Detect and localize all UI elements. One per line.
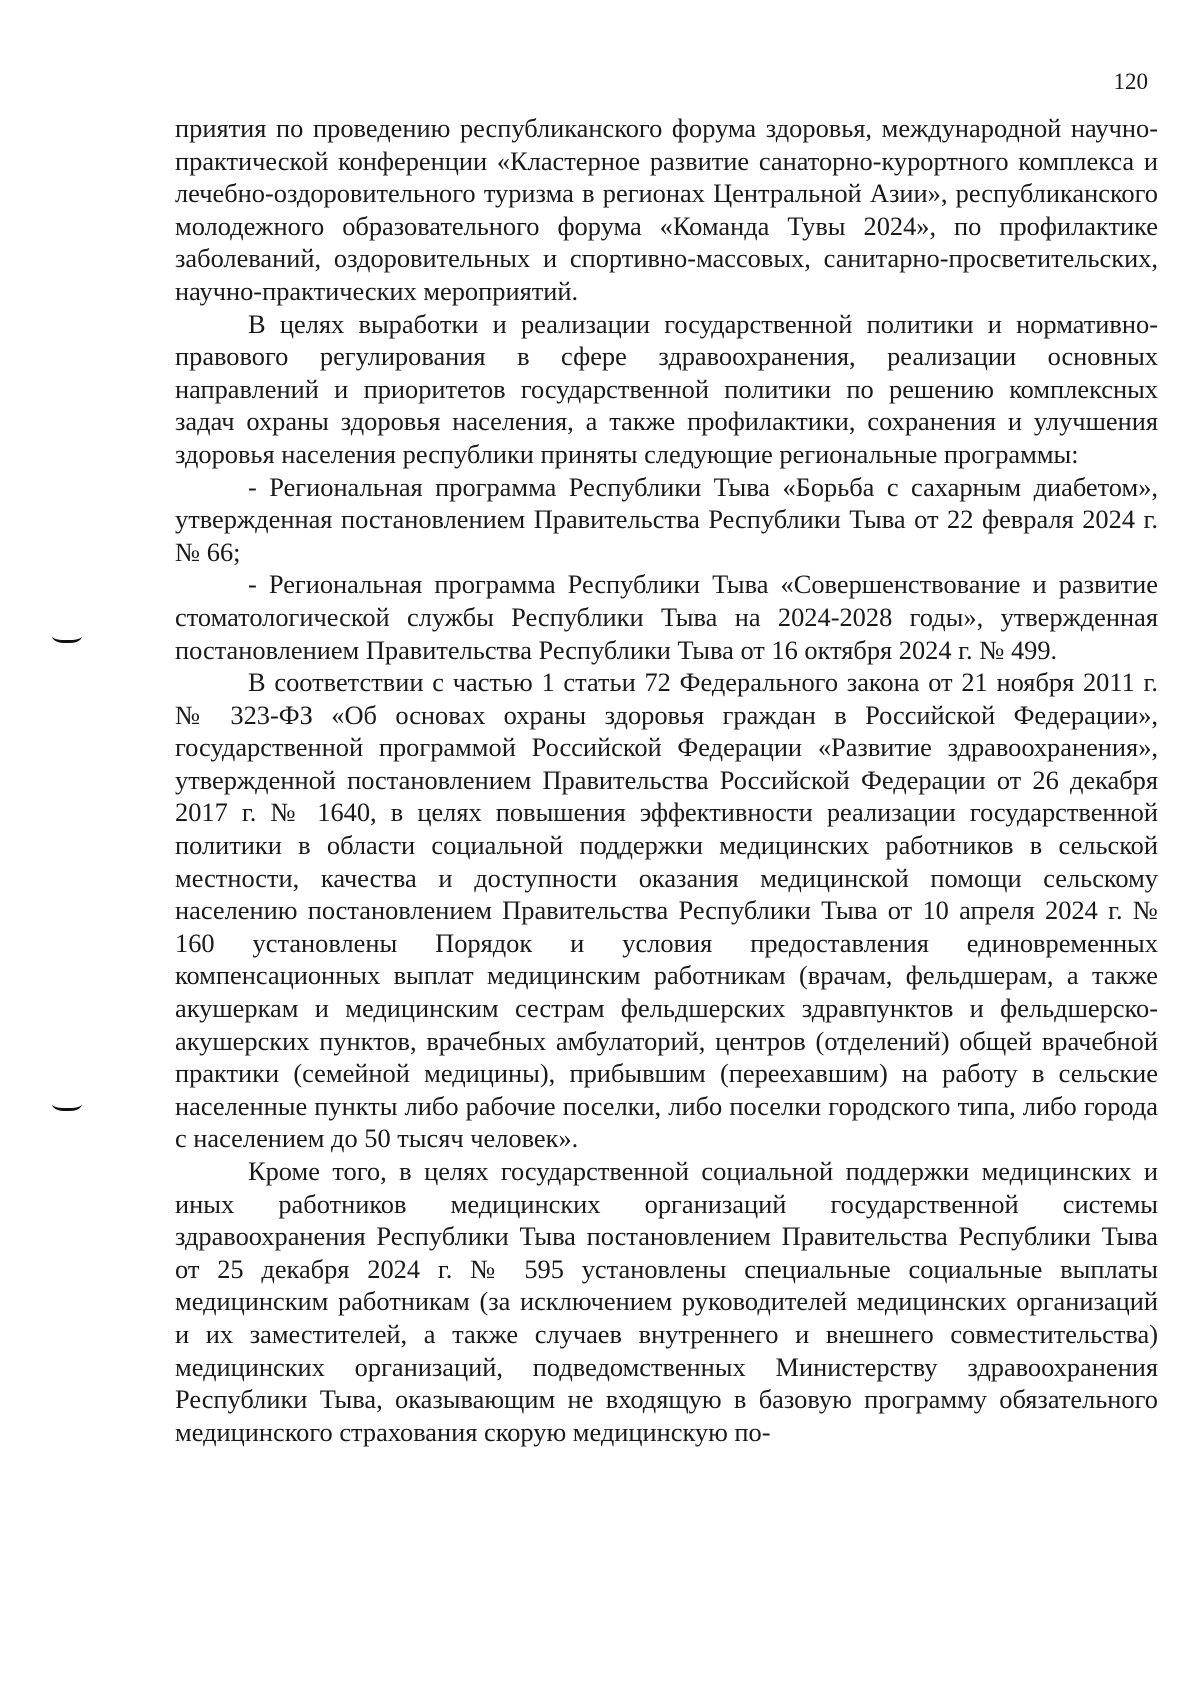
binder-hole-mark-upper — [52, 626, 82, 643]
paragraph-continuation: приятия по проведению республиканского форума здоровья, международной научно-практической конференции «Кластерное развитие санаторно-курортного комплекса и лечебно-оздоровительного туризма в регионах Центральной Азии», республиканского молодежного образовательного форума «Команда Тувы 2024», по профилактике заболеваний, оздоровительных и спортивно-массовых, санитарно-просветительских, научно-практических мероприятий. — [175, 113, 1158, 306]
page-number: 120 — [1113, 69, 1148, 94]
paragraph-regional-programs: В целях выработки и реализации государственной политики и нормативно-правового регулирования в сфере здравоохранения, реализации основных направлений и приоритетов государственной политики по решению комплексных задач охраны здоровья населения, а также профилактики, сохранения и улучшения здоровья населения республики приняты следующие региональные программы: — [175, 308, 1158, 469]
list-item-dental-program: - Региональная программа Республики Тыва «Совершенствование и развитие стоматологической службы Республики Тыва на 2024-2028 годы», утвержденная постановлением Правительства Республики Тыва от 16 октября 2024 г. № 499. — [175, 569, 1158, 665]
list-item-diabetes-program: - Региональная программа Республики Тыва «Борьба с сахарным диабетом», утвержденная постановлением Правительства Республики Тыва от 22 февраля 2024 г. № 66; — [175, 471, 1158, 567]
paragraph-compensation-payments: В соответствии с частью 1 статьи 72 Федерального закона от 21 ноября 2011 г. № 323-ФЗ «Об основах охраны здоровья граждан в Российской Федерации», государственной программой Российской Федерации «Развитие здравоохранения», утвержденной постановлением Правительства Российской Федерации от 26 декабря 2017 г. № 1640, в целях повышения эффективности реализации государственной политики в области социальной поддержки медицинских работников в сельской местности, качества и доступности оказания медицинской помощи сельскому населению постановлением Правительства Республики Тыва от 10 апреля 2024 г. № 160 установлены Порядок и условия предоставления единовременных компенсационных выплат медицинским работникам (врачам, фельдшерам, а также акушеркам и медицинским сестрам фельдшерских здравпунктов и фельдшерско-акушерских пунктов, врачебных амбулаторий, центров (отделений) общей врачебной практики (семейной медицины), прибывшим (переехавшим) на работу в сельские населенные пункты либо рабочие поселки, либо поселки городского типа, либо города с населением до 50 тысяч человек». — [175, 667, 1158, 1154]
binder-hole-mark-lower — [52, 1094, 82, 1111]
paragraph-special-social-payments: Кроме того, в целях государственной социальной поддержки медицинских и иных работников медицинских организаций государственной системы здравоохранения Республики Тыва постановлением Правительства Республики Тыва от 25 декабря 2024 г. № 595 установлены специальные социальные выплаты медицинским работникам (за исключением руководителей медицинских организаций и их заместителей, а также случаев внутреннего и внешнего совместительства) медицинских организаций, подведомственных Министерству здравоохранения Республики Тыва, оказывающим не входящую в базовую программу обязательного медицинского страхования скорую медицинскую по- — [175, 1156, 1158, 1447]
document-body — [175, 112, 1158, 1448]
